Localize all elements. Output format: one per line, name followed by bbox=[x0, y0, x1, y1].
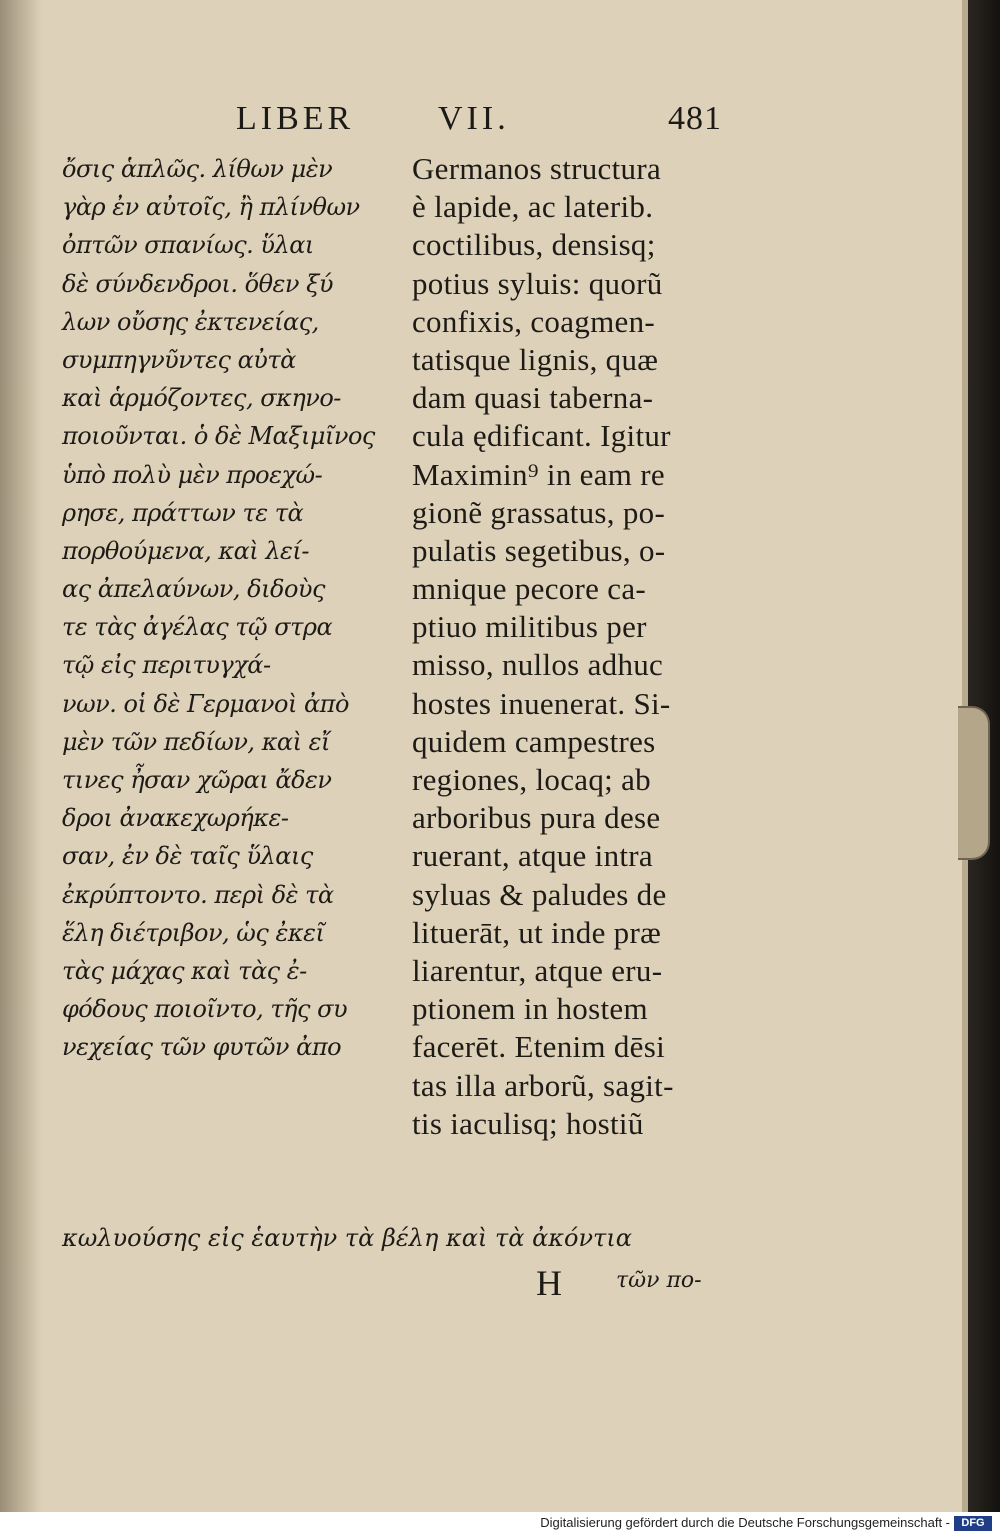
latin-text-line: misso, nullos adhuc bbox=[412, 647, 664, 683]
greek-text-line: τινες ἦσαν χῶραι ἄδεν bbox=[62, 766, 332, 794]
signature-mark: H bbox=[536, 1263, 562, 1303]
greek-text-line: ὀπτῶν σπανίως. ὕλαι bbox=[62, 231, 314, 260]
latin-text-line: lituerāt, ut inde præ bbox=[412, 914, 662, 950]
latin-text-line: tis iaculisq; hostiũ bbox=[412, 1105, 644, 1141]
greek-text-line: νων. οἱ δὲ Γερμανοὶ ἀπὸ bbox=[62, 689, 349, 718]
greek-text-column bbox=[62, 150, 392, 1067]
latin-text-line: cula ędificant. Igitur bbox=[412, 418, 671, 454]
greek-text-line: πορθούμενα, καὶ λεί- bbox=[62, 536, 309, 565]
running-header bbox=[228, 100, 738, 146]
greek-text-line: ὑπὸ πολὺ μὲν προεχώ- bbox=[62, 460, 323, 489]
greek-text-line: ἐκρύπτοντο. περὶ δὲ τὰ bbox=[62, 880, 334, 909]
latin-text-line: quidem campestres bbox=[412, 723, 656, 759]
greek-text-line: δὲ σύνδενδροι. ὅθεν ξύ bbox=[62, 269, 333, 298]
latin-text-line: pulatis segetibus, o- bbox=[412, 532, 666, 568]
greek-text-line: καὶ ἁρμόζοντες, σκηνο- bbox=[62, 384, 341, 413]
latin-text-line: è lapide, ac laterib. bbox=[412, 189, 654, 225]
latin-text-line: arboribus pura dese bbox=[412, 800, 661, 836]
running-title-liber: LIBER bbox=[236, 100, 355, 137]
greek-text-line: μὲν τῶν πεδίων, καὶ εἴ bbox=[62, 727, 330, 756]
greek-text-line: φόδους ποιοῖντο, τῆς συ bbox=[62, 995, 348, 1024]
greek-text-line: δροι ἀνακεχωρήκε- bbox=[62, 804, 289, 833]
latin-text-line: dam quasi taberna- bbox=[412, 380, 654, 416]
latin-text-line: tatisque lignis, quæ bbox=[412, 341, 659, 377]
latin-text-line: Germanos structura bbox=[412, 151, 662, 186]
latin-text-line: coctilibus, densisq; bbox=[412, 227, 656, 263]
page-gutter-shadow bbox=[0, 0, 42, 1512]
latin-text-line: mnique pecore ca- bbox=[412, 571, 647, 607]
greek-text-line: λων οὔσης ἐκτενείας, bbox=[62, 307, 319, 336]
greek-text-line: τε τὰς ἀγέλας τῷ στρα bbox=[62, 613, 333, 642]
running-title-book: VII. bbox=[438, 100, 510, 137]
latin-text-line: ruerant, atque intra bbox=[412, 838, 653, 874]
greek-text-line: συμπηγνῦντες αὐτὰ bbox=[62, 345, 296, 374]
latin-text-line: syluas & paludes de bbox=[412, 876, 667, 912]
greek-text-line: ποιοῦνται. ὁ δὲ Μαξιμῖνος bbox=[62, 422, 375, 451]
digitization-footer bbox=[0, 1512, 1000, 1535]
latin-text-column bbox=[412, 150, 742, 1143]
greek-text-line: σαν, ἐν δὲ ταῖς ὕλαις bbox=[62, 842, 313, 871]
latin-text-line: ptionem in hostem bbox=[412, 991, 648, 1027]
latin-text-line: regiones, locaq; ab bbox=[412, 762, 651, 797]
latin-text-line: liarentur, atque eru- bbox=[412, 952, 663, 988]
greek-text-line: ἕλη διέτριβον, ὡς ἐκεῖ bbox=[62, 918, 325, 947]
latin-text-line: Maximin⁹ in eam re bbox=[412, 456, 665, 492]
catchword: τῶν πο- bbox=[616, 1268, 702, 1293]
funding-credit: Digitalisierung gefördert durch die Deutsche Forschungsgemeinschaft - bbox=[540, 1515, 950, 1530]
page-tab-marker bbox=[958, 706, 990, 860]
latin-text-line: confixis, coagmen- bbox=[412, 303, 655, 339]
greek-text-line: νεχείας τῶν φυτῶν ἀπο bbox=[62, 1033, 342, 1062]
greek-text-line: ας ἀπελαύνων, διδοὺς bbox=[62, 575, 325, 604]
latin-text-line: ptiuo militibus per bbox=[412, 609, 647, 645]
greek-text-line: γὰρ ἐν αὐτοῖς, ἢ πλίνθων bbox=[62, 193, 360, 222]
dfg-logo: DFG bbox=[954, 1516, 992, 1531]
greek-text-line: ὄσις ἁπλῶς. λίθων μὲν bbox=[62, 155, 333, 183]
latin-text-line: hostes inuenerat. Si- bbox=[412, 685, 671, 721]
page-number: 481 bbox=[668, 100, 722, 137]
greek-text-line: τὰς μάχας καὶ τὰς ἐ- bbox=[62, 956, 307, 985]
greek-bottom-line: κωλυούσης εἰς ἑαυτὴν τὰ βέλη καὶ τὰ ἀκόντια bbox=[62, 1224, 632, 1252]
latin-text-line: gionẽ grassatus, po- bbox=[412, 494, 666, 530]
greek-text-line: ρησε, πράττων τε τὰ bbox=[62, 498, 304, 527]
latin-text-line: facerēt. Etenim dēsi bbox=[412, 1029, 666, 1065]
latin-text-line: tas illa arborũ, sagit- bbox=[412, 1067, 674, 1103]
greek-text-line: τῷ εἰς περιτυγχά- bbox=[62, 651, 271, 680]
latin-text-line: potius syluis: quorũ bbox=[412, 265, 663, 301]
